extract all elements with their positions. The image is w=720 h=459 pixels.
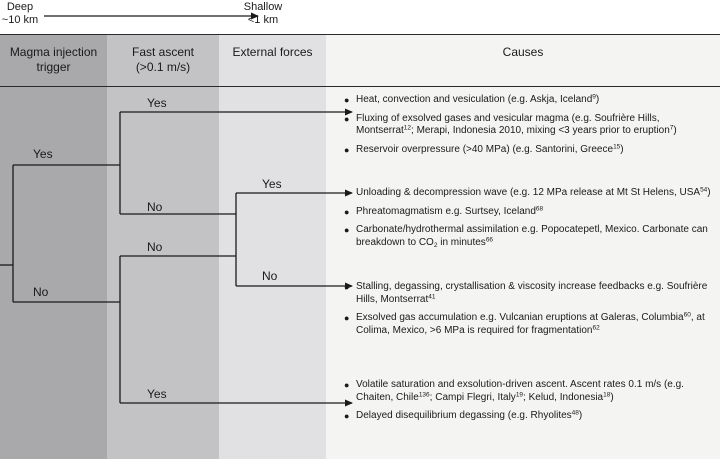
cause-item: ● Reservoir overpressure (>40 MPa) (e.g. Santorini, Greece$^{15}$) bbox=[344, 143, 624, 155]
label-fast-no-upper: No bbox=[147, 200, 163, 214]
cause-item: ● Heat, convection and vesiculation (e.g. Askja, Iceland$^9$) bbox=[344, 93, 600, 105]
cause-text: Phreatomagmatism e.g. Surtsey, Iceland$^{68}$ bbox=[356, 205, 544, 217]
cause-item: ● Volatile saturation and exsolution-driven ascent. Ascent rates 0.1 m/s (e.g. Chaiten, Chile$^{136}$; Campi Flegri, Italy$^{19}$; Kelud, Indonesia$^{18}$) bbox=[344, 379, 684, 403]
label-fast-yes-lower: Yes bbox=[147, 387, 167, 401]
cause-item: ● Delayed disequilibrium degassing (e.g. Rhyolites$^{48}$) bbox=[344, 409, 583, 421]
header-causes: Causes bbox=[502, 45, 544, 59]
cause-item: ● Stalling, degassing, crystallisation & viscosity increase feedbacks e.g. Soufrière Hills, Montserrat$^{41}$ bbox=[344, 281, 708, 305]
causes-group-1 bbox=[342, 94, 714, 162]
cause-text: Delayed disequilibrium degassing (e.g. Rhyolites$^{48}$) bbox=[356, 409, 583, 421]
header-fast-line1: Fast ascent bbox=[131, 45, 195, 59]
label-external-no: No bbox=[262, 269, 278, 283]
header-magma-line1: Magma injection bbox=[9, 45, 98, 59]
shallow-depth: <1 km bbox=[247, 14, 279, 26]
cause-item: ● Exsolved gas accumulation e.g. Vulcanian eruptions at Galeras, Columbia$^{60}$, at Colima, Mexico, >6 MPa is required for fragmentation$^{62}$ bbox=[344, 311, 705, 336]
cause-item: ● Carbonate/hydrothermal assimilation e.g. Popocatepetl, Mexico. Carbonate can breakdown to $CO_2$ in minutes$^{66}$ bbox=[344, 224, 708, 249]
cause-text: Reservoir overpressure (>40 MPa) (e.g. Santorini, Greece$^{15}$) bbox=[356, 143, 624, 155]
cause-text: Carbonate/hydrothermal assimilation e.g. Popocatepetl, Mexico. Carbonate can breakdown to $CO_2$ in minutes$^{66}$ bbox=[356, 224, 708, 249]
cause-text: Heat, convection and vesiculation (e.g. Askja, Iceland$^9$) bbox=[356, 93, 600, 105]
header-fast-line2: (>0.1 m/s) bbox=[135, 60, 191, 74]
cause-text: Fluxing of exsolved gases and vesicular magma (e.g. Soufrière Hills, Montserrat$^{12}$; Merapi, Indonesia 2010, mixing <3 years prior to eruption$^7$) bbox=[356, 112, 677, 136]
causes-group-3 bbox=[342, 281, 714, 343]
cause-text: Stalling, degassing, crystallisation & viscosity increase feedbacks e.g. Soufrière Hills, Montserrat$^{41}$ bbox=[356, 281, 708, 305]
label-magma-yes: Yes bbox=[33, 147, 53, 161]
shallow-label: Shallow bbox=[243, 1, 283, 13]
deep-label: Deep bbox=[6, 1, 34, 13]
label-fast-no-lower: No bbox=[147, 240, 163, 254]
header-external-forces: External forces bbox=[232, 45, 313, 59]
cause-text: Exsolved gas accumulation e.g. Vulcanian eruptions at Galeras, Columbia$^{60}$, at Colima, Mexico, >6 MPa is required for fragmentation$^{62}$ bbox=[356, 311, 705, 336]
cause-text: Unloading & decompression wave (e.g. 12 MPa release at Mt St Helens, USA$^{54}$) bbox=[356, 186, 711, 198]
causes-group-2 bbox=[342, 187, 714, 255]
label-magma-no: No bbox=[33, 285, 49, 299]
header-magma-line2: trigger bbox=[36, 60, 71, 74]
causes-group-4 bbox=[342, 379, 714, 429]
cause-text: Volatile saturation and exsolution-driven ascent. Ascent rates 0.1 m/s (e.g. Chaiten, Chile$^{136}$; Campi Flegri, Italy$^{19}$; Kelud, Indonesia$^{18}$) bbox=[356, 379, 684, 403]
cause-item: ● Phreatomagmatism e.g. Surtsey, Iceland$^{68}$ bbox=[344, 205, 544, 217]
deep-depth: ~10 km bbox=[1, 14, 39, 26]
label-fast-yes-upper: Yes bbox=[147, 96, 167, 110]
cause-item: ● Fluxing of exsolved gases and vesicular magma (e.g. Soufrière Hills, Montserrat$^{12}$; Merapi, Indonesia 2010, mixing <3 years prior to eruption$^7$) bbox=[344, 112, 677, 136]
label-external-yes: Yes bbox=[262, 177, 282, 191]
cause-item: ● Unloading & decompression wave (e.g. 12 MPa release at Mt St Helens, USA$^{54}$) bbox=[344, 186, 711, 198]
